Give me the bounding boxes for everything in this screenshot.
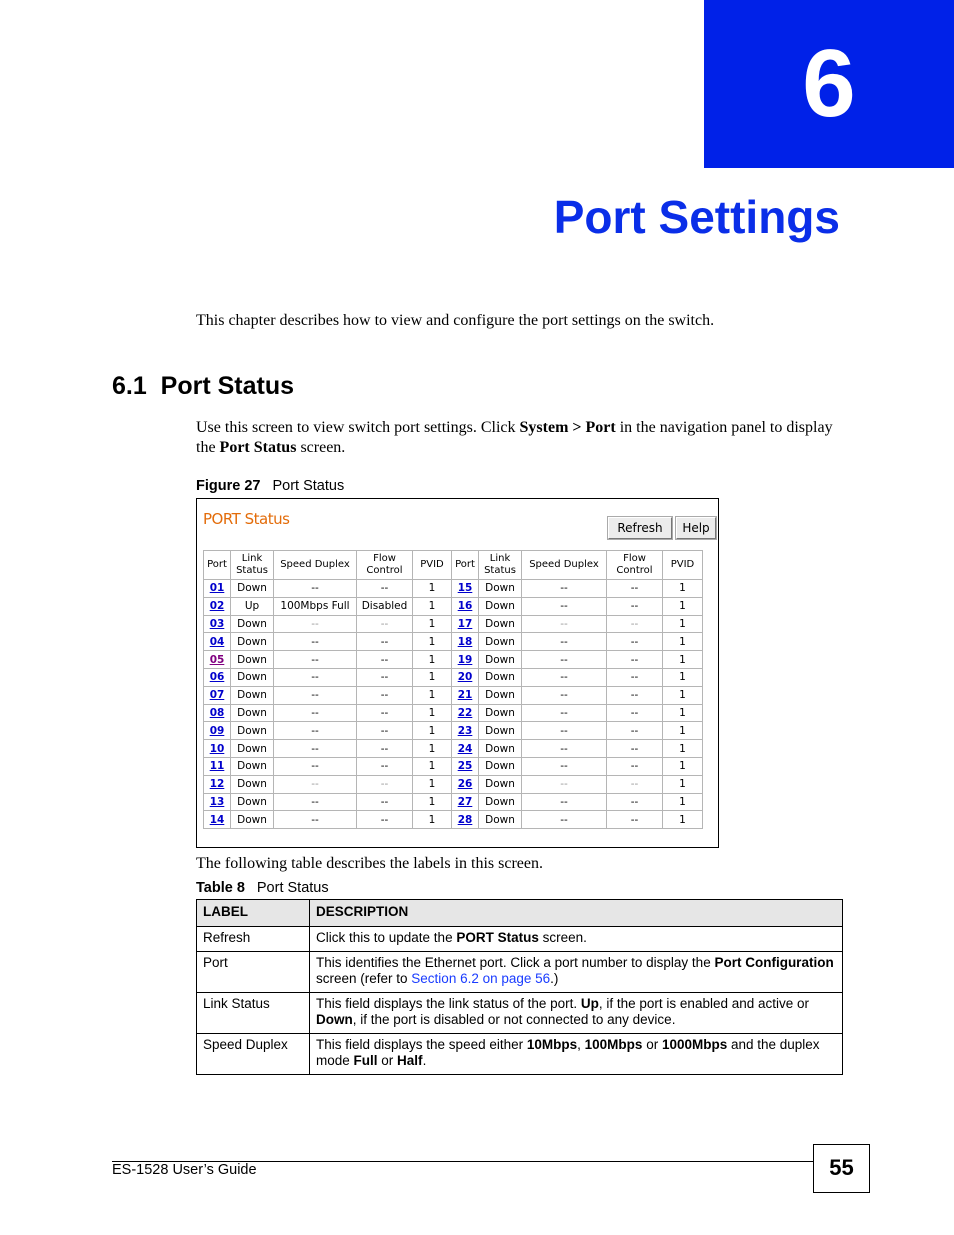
link-status-cell: Down xyxy=(479,740,522,758)
port-status-row xyxy=(204,811,703,829)
link-status-cell: Down xyxy=(231,793,274,811)
link-status-cell: Down xyxy=(479,757,522,775)
label-column-header: LABEL xyxy=(197,900,310,927)
section-link[interactable]: Section 6.2 on page 56 xyxy=(411,971,551,986)
link-status-cell: Down xyxy=(479,686,522,704)
pvid-cell: 1 xyxy=(663,775,703,793)
port-status-row xyxy=(204,757,703,775)
port-status-row xyxy=(204,775,703,793)
footer-guide-title: ES-1528 User’s Guide xyxy=(112,1162,257,1178)
desc-text: .) xyxy=(550,971,559,986)
description-column-header: DESCRIPTION xyxy=(310,900,843,927)
table-row xyxy=(197,1034,843,1075)
row-description xyxy=(310,1034,843,1075)
port-link[interactable]: 12 xyxy=(209,778,225,791)
speed-duplex-cell: -- xyxy=(522,580,607,598)
pvid-cell: 1 xyxy=(663,651,703,669)
port-status-col-header: Port xyxy=(204,551,231,580)
port-cell xyxy=(204,686,231,704)
speed-duplex-cell: -- xyxy=(274,811,357,829)
pvid-cell: 1 xyxy=(663,580,703,598)
desc-bold: 10Mbps xyxy=(526,1037,578,1052)
port-cell xyxy=(452,633,479,651)
port-status-col-header: Link Status xyxy=(479,551,522,580)
speed-duplex-cell: -- xyxy=(274,775,357,793)
flow-control-cell: -- xyxy=(357,615,413,633)
flow-control-cell: -- xyxy=(357,775,413,793)
pvid-cell: 1 xyxy=(663,668,703,686)
flow-control-cell: -- xyxy=(357,740,413,758)
page-number: 55 xyxy=(813,1144,870,1193)
table-caption-text: Port Status xyxy=(256,880,329,896)
port-cell xyxy=(452,704,479,722)
flow-control-cell: -- xyxy=(357,722,413,740)
pvid-cell: 1 xyxy=(413,615,452,633)
desc-text: screen (refer to xyxy=(316,971,412,986)
desc-text: , if the port is disabled or not connected to any device. xyxy=(352,1012,676,1027)
pvid-cell: 1 xyxy=(413,633,452,651)
row-description xyxy=(310,993,843,1034)
table-label: Table 8 xyxy=(196,880,245,896)
port-cell xyxy=(452,580,479,598)
flow-control-cell: -- xyxy=(357,793,413,811)
link-status-cell: Down xyxy=(231,722,274,740)
port-link[interactable]: 07 xyxy=(209,689,225,702)
desc-text: Click this to update the xyxy=(316,930,457,945)
port-status-row xyxy=(204,633,703,651)
port-status-row xyxy=(204,793,703,811)
port-link[interactable]: 04 xyxy=(209,635,225,648)
desc-text: This field displays the speed either xyxy=(316,1037,527,1052)
link-status-cell: Up xyxy=(231,597,274,615)
flow-control-cell: -- xyxy=(607,757,663,775)
link-status-cell: Down xyxy=(479,651,522,669)
port-link[interactable]: 23 xyxy=(457,724,473,737)
pvid-cell: 1 xyxy=(413,668,452,686)
link-status-cell: Down xyxy=(231,704,274,722)
body-paragraph xyxy=(196,418,836,458)
speed-duplex-cell: -- xyxy=(274,740,357,758)
port-link[interactable]: 01 xyxy=(209,582,225,595)
flow-control-cell: -- xyxy=(357,811,413,829)
row-label: Refresh xyxy=(197,927,310,952)
pvid-cell: 1 xyxy=(663,740,703,758)
port-cell xyxy=(204,668,231,686)
port-link[interactable]: 22 xyxy=(457,706,473,719)
body-text: in the navigation panel to display the xyxy=(196,419,833,456)
port-link[interactable]: 19 xyxy=(457,653,473,666)
table-caption xyxy=(196,880,329,896)
speed-duplex-cell: -- xyxy=(522,668,607,686)
speed-duplex-cell: -- xyxy=(274,722,357,740)
speed-duplex-cell: -- xyxy=(522,615,607,633)
speed-duplex-cell: -- xyxy=(274,651,357,669)
desc-bold: Half xyxy=(397,1053,423,1068)
link-status-cell: Down xyxy=(479,668,522,686)
speed-duplex-cell: -- xyxy=(274,633,357,651)
link-status-cell: Down xyxy=(231,740,274,758)
port-cell xyxy=(452,722,479,740)
flow-control-cell: -- xyxy=(357,580,413,598)
port-cell xyxy=(204,740,231,758)
port-cell xyxy=(452,686,479,704)
port-link[interactable]: 02 xyxy=(209,600,225,613)
link-status-cell: Down xyxy=(231,615,274,633)
flow-control-cell: -- xyxy=(607,793,663,811)
section-number: 6.1 xyxy=(112,372,147,400)
pvid-cell: 1 xyxy=(413,704,452,722)
flow-control-cell: -- xyxy=(357,704,413,722)
desc-bold: Down xyxy=(316,1012,353,1027)
desc-text: and the duplex mode xyxy=(316,1037,820,1068)
speed-duplex-cell: -- xyxy=(522,740,607,758)
port-cell xyxy=(452,811,479,829)
link-status-cell: Down xyxy=(479,722,522,740)
pvid-cell: 1 xyxy=(413,775,452,793)
flow-control-cell: -- xyxy=(607,775,663,793)
speed-duplex-cell: -- xyxy=(522,793,607,811)
flow-control-cell: -- xyxy=(607,740,663,758)
row-description xyxy=(310,927,843,952)
flow-control-cell: -- xyxy=(607,597,663,615)
desc-text: or xyxy=(377,1053,398,1068)
desc-bold: Full xyxy=(353,1053,378,1068)
port-link[interactable]: 17 xyxy=(457,617,473,630)
speed-duplex-cell: -- xyxy=(274,668,357,686)
port-cell xyxy=(204,704,231,722)
speed-duplex-cell: -- xyxy=(522,811,607,829)
speed-duplex-cell: -- xyxy=(522,757,607,775)
link-status-cell: Down xyxy=(231,775,274,793)
port-status-table xyxy=(203,550,703,829)
pvid-cell: 1 xyxy=(413,686,452,704)
link-status-cell: Down xyxy=(231,668,274,686)
flow-control-cell: -- xyxy=(357,668,413,686)
port-link[interactable]: 26 xyxy=(457,778,473,791)
pvid-cell: 1 xyxy=(663,615,703,633)
chapter-number-box xyxy=(704,0,954,168)
speed-duplex-cell: -- xyxy=(274,704,357,722)
section-heading xyxy=(112,372,294,401)
table-row xyxy=(197,952,843,993)
port-cell xyxy=(204,597,231,615)
speed-duplex-cell: -- xyxy=(522,722,607,740)
port-status-header-row xyxy=(204,551,703,580)
link-status-cell: Down xyxy=(479,615,522,633)
following-text: The following table describes the labels in this screen. xyxy=(196,855,544,872)
body-text: Use this screen to view switch port settings. Click xyxy=(196,419,520,436)
desc-text: or xyxy=(642,1037,662,1052)
link-status-cell: Down xyxy=(479,793,522,811)
port-status-row xyxy=(204,580,703,598)
port-cell xyxy=(452,668,479,686)
link-status-cell: Down xyxy=(479,597,522,615)
link-status-cell: Down xyxy=(231,686,274,704)
link-status-cell: Down xyxy=(231,651,274,669)
port-link[interactable]: 08 xyxy=(209,706,225,719)
flow-control-cell: -- xyxy=(357,757,413,775)
port-status-row xyxy=(204,722,703,740)
speed-duplex-cell: -- xyxy=(522,775,607,793)
link-status-cell: Down xyxy=(479,775,522,793)
port-link[interactable]: 27 xyxy=(457,795,473,808)
flow-control-cell: -- xyxy=(607,580,663,598)
link-status-cell: Down xyxy=(231,633,274,651)
port-cell xyxy=(452,740,479,758)
figure-caption xyxy=(196,478,344,494)
body-bold: Port Status xyxy=(219,439,297,456)
speed-duplex-cell: -- xyxy=(274,686,357,704)
speed-duplex-cell: -- xyxy=(522,686,607,704)
description-header-row xyxy=(197,900,843,927)
port-link[interactable]: 20 xyxy=(457,671,473,684)
port-link[interactable]: 06 xyxy=(209,671,225,684)
flow-control-cell: -- xyxy=(607,633,663,651)
port-status-row xyxy=(204,651,703,669)
port-cell xyxy=(204,775,231,793)
port-status-col-header: Speed Duplex xyxy=(274,551,357,580)
row-description xyxy=(310,952,843,993)
pvid-cell: 1 xyxy=(663,722,703,740)
port-link[interactable]: 21 xyxy=(457,689,473,702)
port-status-row xyxy=(204,668,703,686)
flow-control-cell: -- xyxy=(607,722,663,740)
table-row xyxy=(197,993,843,1034)
desc-text: , xyxy=(577,1037,585,1052)
port-status-col-header: Link Status xyxy=(231,551,274,580)
port-status-col-header: Flow Control xyxy=(357,551,413,580)
pvid-cell: 1 xyxy=(663,811,703,829)
flow-control-cell: -- xyxy=(607,668,663,686)
flow-control-cell: Disabled xyxy=(357,597,413,615)
port-cell xyxy=(204,722,231,740)
pvid-cell: 1 xyxy=(413,793,452,811)
desc-bold: PORT Status xyxy=(456,930,539,945)
body-text: screen. xyxy=(296,439,346,456)
section-title: Port Status xyxy=(160,372,295,400)
port-link[interactable]: 05 xyxy=(209,653,225,666)
desc-text: This identifies the Ethernet port. Click a port number to display the xyxy=(316,955,715,970)
speed-duplex-cell: -- xyxy=(522,633,607,651)
port-cell xyxy=(452,793,479,811)
port-status-row xyxy=(204,597,703,615)
port-link[interactable]: 16 xyxy=(457,600,473,613)
pvid-cell: 1 xyxy=(663,686,703,704)
port-cell xyxy=(452,775,479,793)
port-link[interactable]: 24 xyxy=(457,742,473,755)
body-bold: System > Port xyxy=(519,419,616,436)
port-link[interactable]: 28 xyxy=(457,813,473,826)
speed-duplex-cell: -- xyxy=(522,651,607,669)
port-status-col-header: Flow Control xyxy=(607,551,663,580)
flow-control-cell: -- xyxy=(607,651,663,669)
port-link[interactable]: 14 xyxy=(209,813,225,826)
link-status-cell: Down xyxy=(479,633,522,651)
pvid-cell: 1 xyxy=(413,722,452,740)
description-table xyxy=(196,899,843,1075)
flow-control-cell: -- xyxy=(607,686,663,704)
pvid-cell: 1 xyxy=(413,597,452,615)
port-cell xyxy=(204,615,231,633)
port-cell xyxy=(452,757,479,775)
port-link[interactable]: 13 xyxy=(209,795,225,808)
pvid-cell: 1 xyxy=(663,633,703,651)
speed-duplex-cell: 100Mbps Full xyxy=(274,597,357,615)
port-link[interactable]: 15 xyxy=(457,582,473,595)
flow-control-cell: -- xyxy=(607,811,663,829)
table-row xyxy=(197,927,843,952)
port-link[interactable]: 10 xyxy=(209,742,225,755)
desc-text: . xyxy=(422,1053,427,1068)
desc-text: screen. xyxy=(538,930,587,945)
speed-duplex-cell: -- xyxy=(274,615,357,633)
port-cell xyxy=(204,811,231,829)
flow-control-cell: -- xyxy=(357,651,413,669)
pvid-cell: 1 xyxy=(413,651,452,669)
pvid-cell: 1 xyxy=(413,580,452,598)
speed-duplex-cell: -- xyxy=(522,704,607,722)
row-label: Link Status xyxy=(197,993,310,1034)
pvid-cell: 1 xyxy=(413,811,452,829)
port-status-body xyxy=(204,580,703,829)
pvid-cell: 1 xyxy=(663,597,703,615)
speed-duplex-cell: -- xyxy=(274,793,357,811)
link-status-cell: Down xyxy=(479,811,522,829)
chapter-number: 6 xyxy=(802,30,856,137)
flow-control-cell: -- xyxy=(357,633,413,651)
figure-caption-text: Port Status xyxy=(272,478,345,494)
desc-text: , if the port is enabled and active or xyxy=(598,996,810,1011)
pvid-cell: 1 xyxy=(663,793,703,811)
desc-bold: 100Mbps xyxy=(584,1037,643,1052)
port-status-figure xyxy=(196,498,719,848)
port-link[interactable]: 09 xyxy=(209,724,225,737)
desc-text: This field displays the link status of the port. xyxy=(316,996,581,1011)
port-cell xyxy=(204,633,231,651)
port-cell xyxy=(204,580,231,598)
link-status-cell: Down xyxy=(231,757,274,775)
pvid-cell: 1 xyxy=(663,704,703,722)
port-link[interactable]: 25 xyxy=(457,760,473,773)
flow-control-cell: -- xyxy=(357,686,413,704)
speed-duplex-cell: -- xyxy=(522,597,607,615)
port-status-row xyxy=(204,615,703,633)
port-cell xyxy=(452,651,479,669)
pvid-cell: 1 xyxy=(663,757,703,775)
desc-bold: 1000Mbps xyxy=(661,1037,728,1052)
port-status-col-header: Port xyxy=(452,551,479,580)
flow-control-cell: -- xyxy=(607,615,663,633)
speed-duplex-cell: -- xyxy=(274,580,357,598)
link-status-cell: Down xyxy=(479,704,522,722)
port-cell xyxy=(204,793,231,811)
port-status-row xyxy=(204,740,703,758)
pvid-cell: 1 xyxy=(413,740,452,758)
port-cell xyxy=(204,651,231,669)
pvid-cell: 1 xyxy=(413,757,452,775)
link-status-cell: Down xyxy=(479,580,522,598)
port-cell xyxy=(204,757,231,775)
help-button[interactable]: Help xyxy=(676,517,716,539)
port-status-col-header: Speed Duplex xyxy=(522,551,607,580)
row-label: Speed Duplex xyxy=(197,1034,310,1075)
figure-label: Figure 27 xyxy=(196,478,261,494)
port-cell xyxy=(452,597,479,615)
row-label: Port xyxy=(197,952,310,993)
chapter-title: Port Settings xyxy=(553,191,840,243)
speed-duplex-cell: -- xyxy=(274,757,357,775)
intro-paragraph: This chapter describes how to view and configure the port settings on the switch. xyxy=(196,312,715,329)
flow-control-cell: -- xyxy=(607,704,663,722)
port-status-row xyxy=(204,704,703,722)
link-status-cell: Down xyxy=(231,811,274,829)
port-link[interactable]: 11 xyxy=(209,760,225,773)
desc-bold: Up xyxy=(580,996,599,1011)
port-status-col-header: PVID xyxy=(413,551,452,580)
port-status-col-header: PVID xyxy=(663,551,703,580)
port-cell xyxy=(452,615,479,633)
port-status-screen-title: PORT Status xyxy=(203,510,290,528)
refresh-button[interactable]: Refresh xyxy=(608,517,672,539)
port-link[interactable]: 18 xyxy=(457,635,473,648)
desc-bold: Port Configuration xyxy=(714,955,834,970)
port-link[interactable]: 03 xyxy=(209,617,225,630)
link-status-cell: Down xyxy=(231,580,274,598)
port-status-row xyxy=(204,686,703,704)
